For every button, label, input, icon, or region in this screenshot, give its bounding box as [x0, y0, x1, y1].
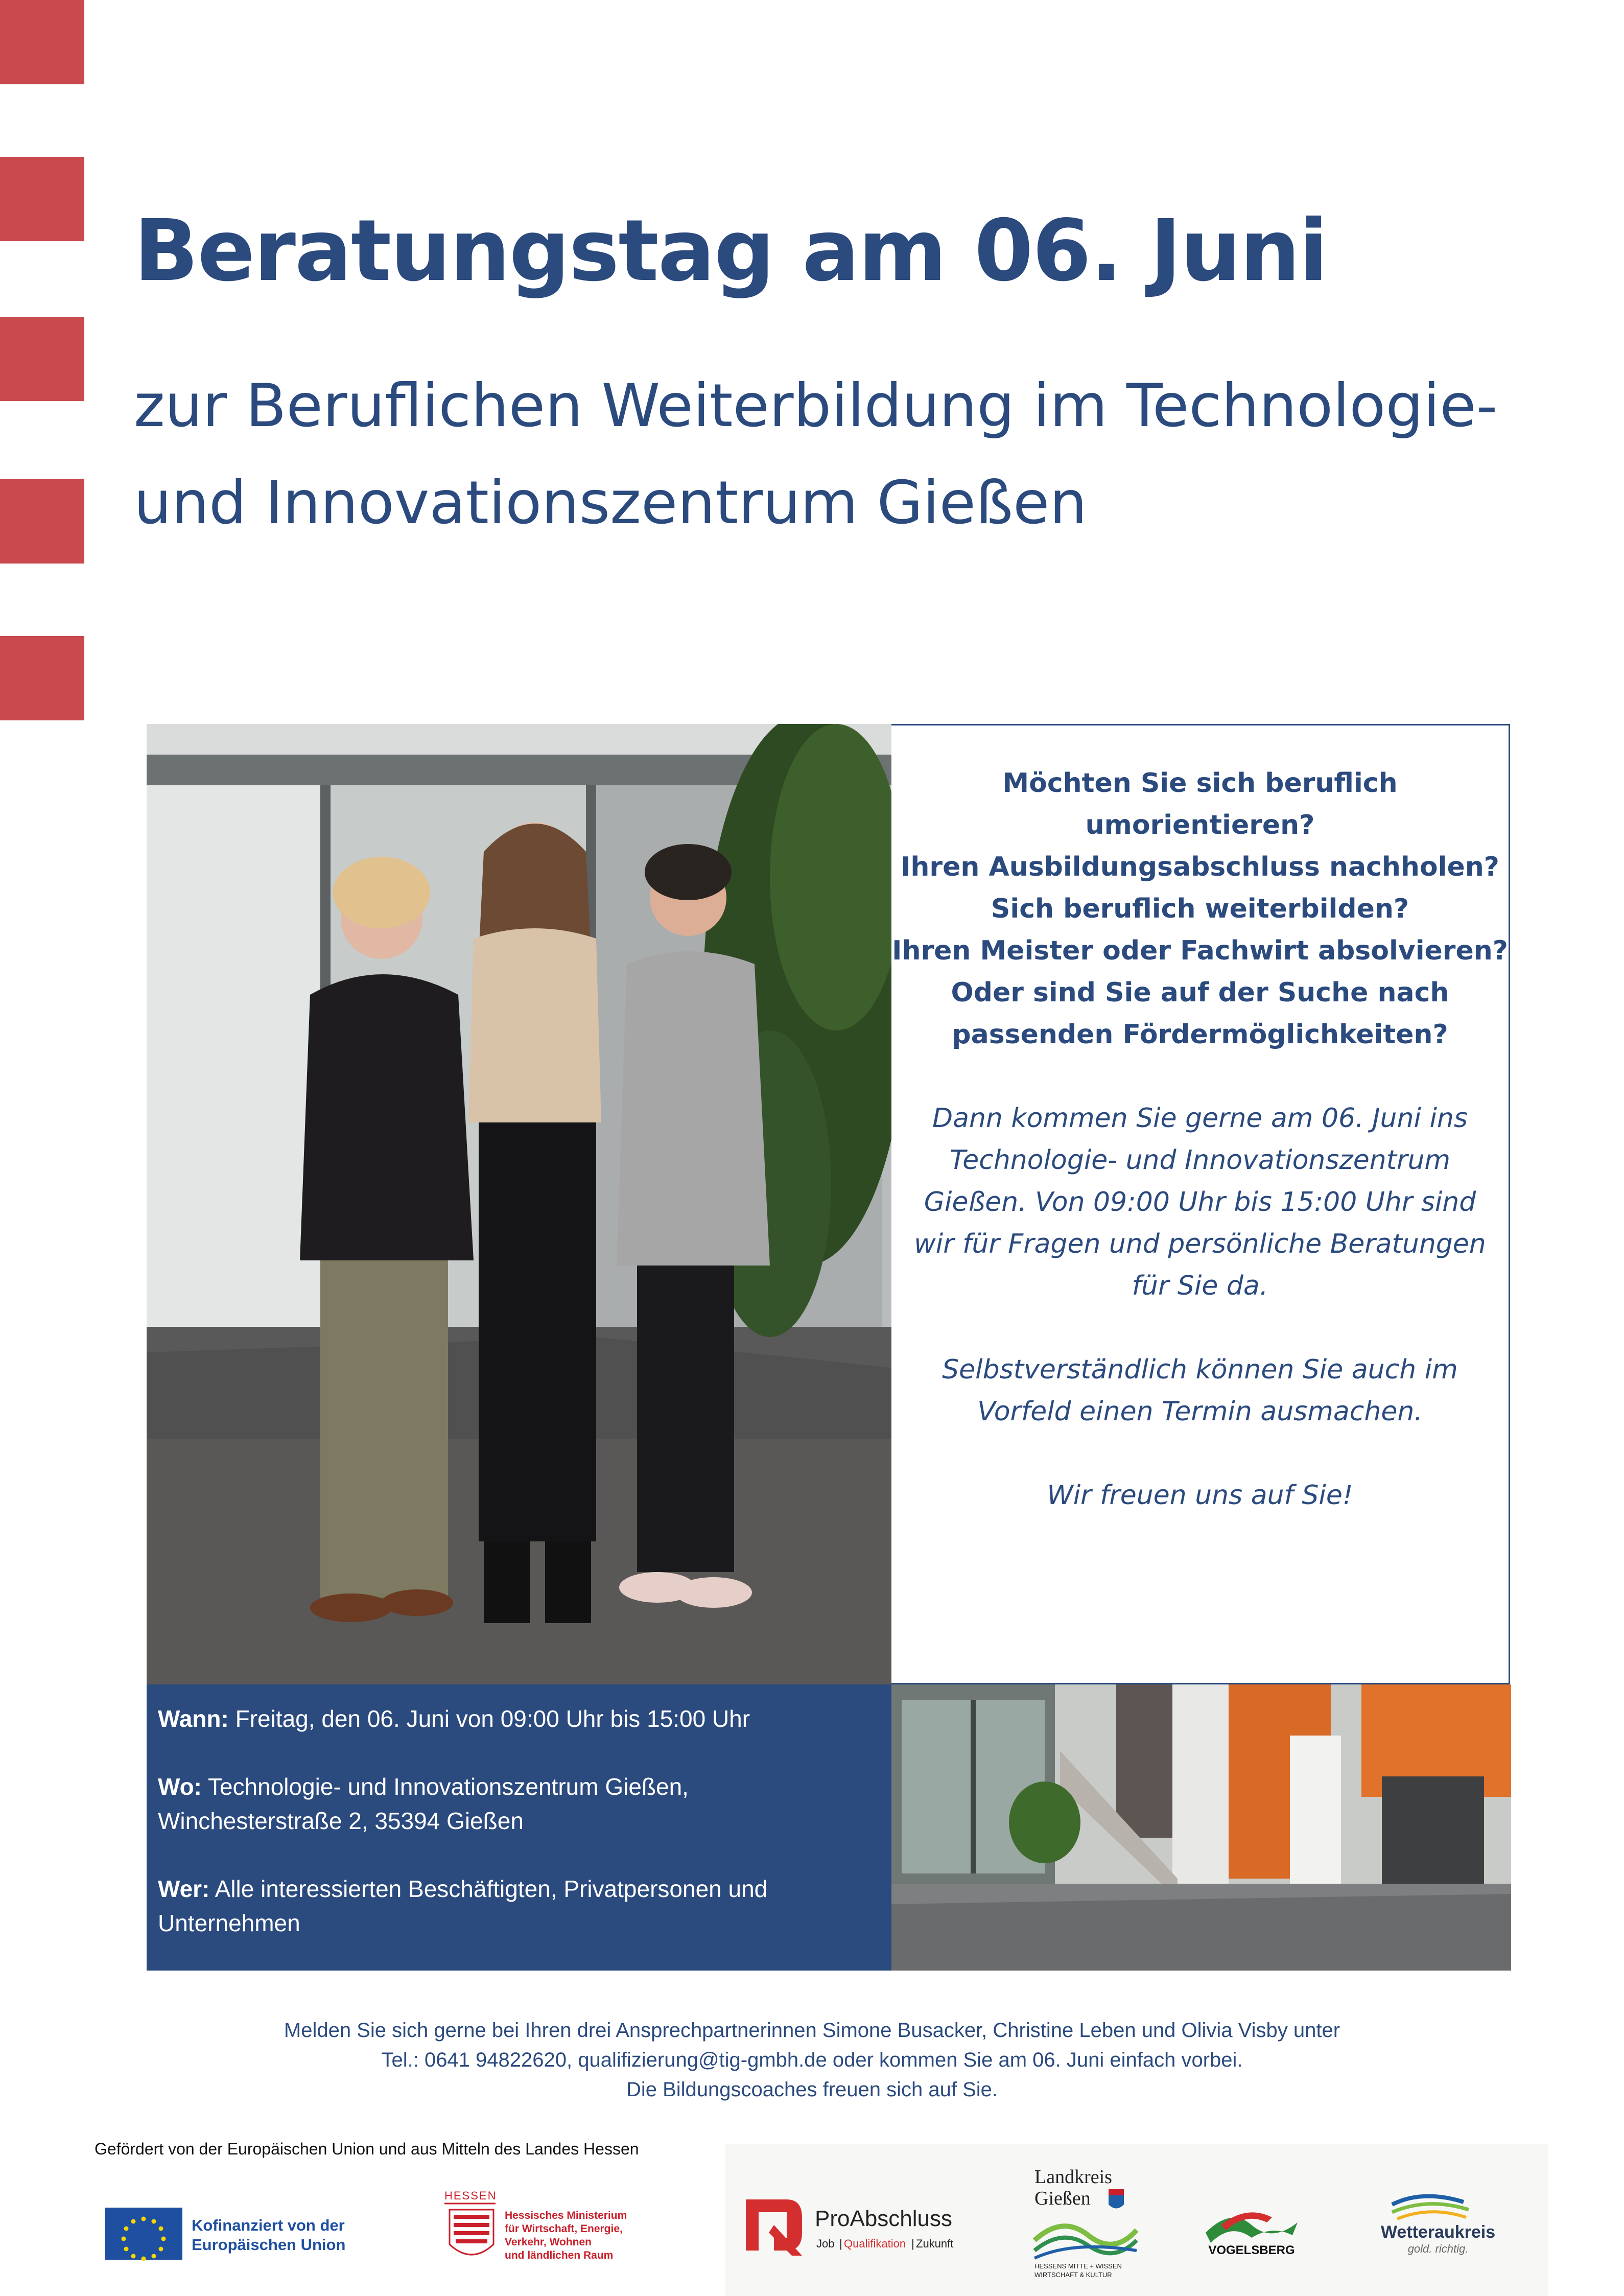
appointment-text: Selbstverständlich können Sie auch im Vorfeld einen Termin ausmachen.: [942, 1354, 1458, 1427]
funding-note: Gefördert von der Europäischen Union und aus Mitteln des Landes Hessen: [95, 2140, 639, 2158]
contact-text: Melden Sie sich gerne bei Ihren drei Ansprechpartnerinnen Simone Busacker, Christine Leben und Olivia Visby unter Tel.: 0641 94822620, qualifizierung@tig-gmbh.de oder kommen Sie am 06. Juni einfach vorbei. Die Bildungscoaches freuen sich auf Sie.: [284, 2019, 1340, 2101]
landkreis-tagline2: WIRTSCHAFT & KULTUR: [1034, 2271, 1112, 2279]
proabschluss-logo: [746, 2194, 981, 2263]
decor-square: [0, 0, 84, 84]
eu-logo-line1: Kofinanziert von der: [192, 2216, 345, 2234]
wetterau-name: Wetteraukreis: [1380, 2222, 1496, 2242]
where-row: Wo: Technologie- und Innovationszentrum Gießen,: [158, 1773, 689, 1800]
closing-text: Wir freuen uns auf Sie!: [1047, 1480, 1353, 1511]
decor-square: [0, 636, 84, 720]
decor-square: [0, 317, 84, 401]
proabschluss-tag1: Job: [816, 2237, 835, 2250]
team-photo: [147, 724, 891, 1684]
vogelsberg-logo: [1201, 2202, 1303, 2261]
wetterau-slogan: gold. richtig.: [1407, 2242, 1469, 2255]
proabschluss-name: ProAbschluss: [815, 2206, 953, 2231]
questions: Möchten Sie sich beruflich umorientieren? Ihren Ausbildungsabschluss nachholen? Sich beruflich weiterbilden? Ihren Meister oder Fachwirt absolvieren? Oder sind Sie auf der Suche nach passenden Fördermöglichkeiten?: [892, 768, 1508, 1050]
invite-text: Dann kommen Sie gerne am 06. Juni ins Technologie- und Innovationszentrum Gießen. Von 09:00 Uhr bis 15:00 Uhr sind wir für Fragen und persönliche Beratungen für Sie da.: [914, 1103, 1486, 1301]
svg-text:|: |: [911, 2237, 914, 2250]
hessen-line3: Verkehr, Wohnen: [505, 2236, 592, 2248]
hessen-logo: [444, 2188, 659, 2278]
eu-logo: [105, 2208, 375, 2266]
hessen-line1: Hessisches Ministerium: [505, 2210, 627, 2221]
landkreis-line1: Landkreis: [1034, 2166, 1112, 2188]
building-photo: [891, 1684, 1511, 1971]
hessen-line4: und ländlichen Raum: [505, 2250, 614, 2261]
info-box: [891, 724, 1510, 1684]
hessen-line2: für Wirtschaft, Energie,: [505, 2223, 623, 2235]
hessen-label: HESSEN: [444, 2189, 497, 2202]
landkreis-tagline1: HESSENS MITTE + WISSEN: [1034, 2262, 1122, 2270]
eu-logo-line2: Europäischen Union: [192, 2236, 346, 2254]
decor-square: [0, 479, 84, 564]
landkreis-line2: Gießen: [1034, 2188, 1091, 2209]
details-box: Wann: Freitag, den 06. Juni von 09:00 Uhr bis 15:00 Uhr Wo: Technologie- und Innovationszentrum Gießen, Winchesterstraße 2, 35394 Gießen Wer: Alle interessierten Beschäftigten, Privatpersonen und Unternehmen: [147, 1684, 891, 1971]
svg-text:|: |: [839, 2237, 842, 2250]
when-row: Wann: Freitag, den 06. Juni von 09:00 Uhr bis 15:00 Uhr: [158, 1705, 750, 1732]
who-row: Wer: Alle interessierten Beschäftigten, Privatpersonen und: [158, 1876, 768, 1902]
landkreis-giessen-logo: [1027, 2164, 1144, 2284]
wetteraukreis-logo: [1361, 2189, 1515, 2258]
page-title: Beratungstag am 06. Juni: [134, 202, 1327, 300]
proabschluss-tag2: Qualifikation: [844, 2237, 906, 2250]
vogelsberg-label: VOGELSBERG: [1208, 2243, 1295, 2257]
decor-square: [0, 157, 84, 241]
proabschluss-tag3: Zukunft: [916, 2237, 954, 2250]
page-subtitle: zur Beruflichen Weiterbildung im Technologie- und Innovationszentrum Gießen: [134, 371, 1498, 537]
